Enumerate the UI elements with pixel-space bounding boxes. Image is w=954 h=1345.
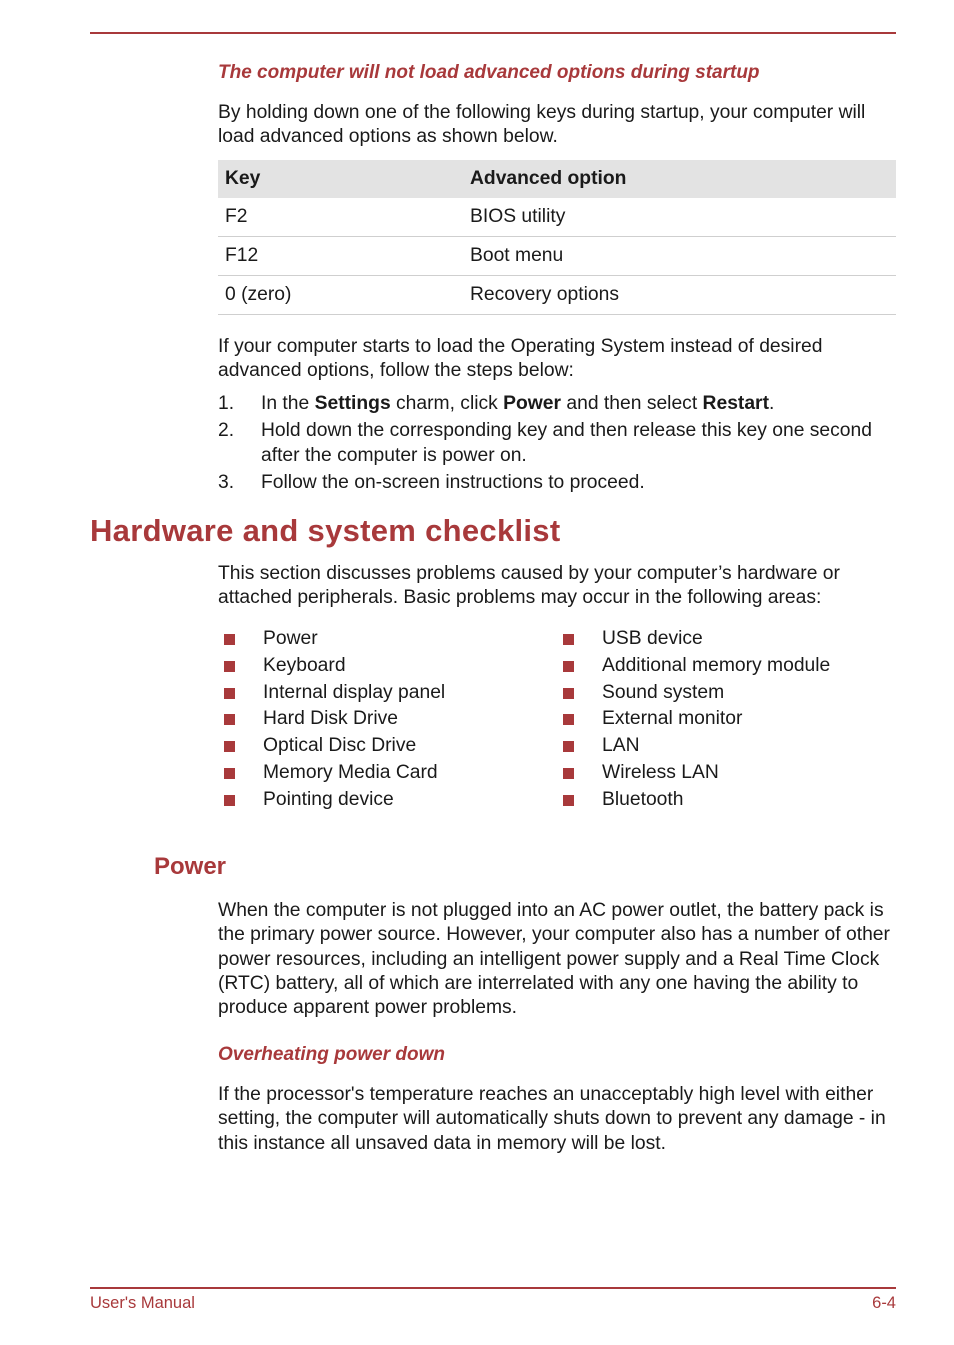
bullet-square-icon (224, 795, 235, 806)
startup-followup: If your computer starts to load the Operating System instead of desired advanced options, follow the steps below: (218, 336, 823, 382)
list-item-label: Power (263, 628, 318, 649)
bullet-square-icon (224, 688, 235, 699)
step-item (218, 419, 898, 468)
list-item-label: Optical Disc Drive (263, 735, 417, 757)
list-item-label: Memory Media Card (263, 761, 438, 783)
list-item (557, 760, 830, 787)
list-item (218, 653, 445, 680)
table-cell-key: F12 (218, 237, 463, 276)
startup-section-title: The computer will not load advanced options during startup (218, 62, 760, 83)
list-item-label: Wireless LAN (602, 761, 719, 783)
table-cell-key: F2 (218, 198, 463, 237)
page-number: 6-4 (872, 1294, 896, 1312)
step-item (218, 471, 898, 495)
list-item-label: Bluetooth (602, 788, 684, 810)
table-header-key: Key (218, 160, 463, 198)
step-text: In the (261, 393, 315, 414)
bullet-square-icon (224, 661, 235, 672)
header-rule (90, 32, 896, 34)
bullet-square-icon (563, 741, 574, 752)
table-header-option: Advanced option (463, 160, 896, 198)
list-item (557, 680, 830, 707)
table-cell-key: 0 (zero) (218, 276, 463, 315)
table-row (218, 276, 896, 315)
step-text: charm, click (390, 393, 504, 414)
overheating-title: Overheating power down (218, 1044, 445, 1065)
step-keyword: Restart (702, 393, 769, 414)
advanced-options-table (218, 160, 896, 315)
list-item (557, 706, 830, 733)
table-header-row (218, 160, 896, 198)
step-keyword: Power (503, 393, 562, 414)
table-row (218, 198, 896, 237)
step-text: and then select (561, 393, 703, 414)
bullet-square-icon (563, 795, 574, 806)
table-cell-option: BIOS utility (463, 198, 896, 237)
list-item (557, 653, 830, 680)
list-item (557, 787, 830, 814)
list-item-label: Sound system (602, 681, 725, 703)
checklist-left-list (218, 626, 445, 814)
startup-intro: By holding down one of the following keys during startup, your computer will load advanced options as shown below. (218, 102, 866, 148)
step-keyword: Settings (314, 393, 391, 414)
bullet-square-icon (563, 714, 574, 725)
steps-list (218, 392, 898, 495)
list-item (557, 626, 830, 653)
list-item-label: Pointing device (263, 788, 394, 810)
bullet-square-icon (563, 661, 574, 672)
step-text: Hold down the corresponding key and then release this key one second after the computer is power on. (261, 420, 872, 466)
bullet-square-icon (563, 688, 574, 699)
overheating-body: If the processor's temperature reaches an unacceptably high level with either setting, the computer will automatically shuts down to prevent any damage - in this instance all unsaved data in memory will be lost. (218, 1084, 886, 1154)
bullet-square-icon (224, 741, 235, 752)
table-cell-option: Boot menu (463, 237, 896, 276)
list-item (218, 626, 445, 653)
list-item (218, 733, 445, 760)
list-item-label: Keyboard (263, 654, 346, 676)
bullet-square-icon (224, 714, 235, 725)
step-text: Follow the on-screen instructions to proceed. (261, 471, 645, 493)
checklist-right-list (557, 626, 830, 814)
table-cell-option: Recovery options (463, 276, 896, 315)
list-item (557, 733, 830, 760)
step-number: 3. (218, 471, 235, 493)
list-item (218, 760, 445, 787)
list-item-label: Hard Disk Drive (263, 708, 398, 730)
list-item-label: USB device (602, 628, 703, 649)
list-item-label: Additional memory module (602, 654, 831, 676)
list-item (218, 787, 445, 814)
power-heading: Power (154, 853, 227, 880)
bullet-square-icon (563, 768, 574, 779)
bullet-square-icon (224, 768, 235, 779)
checklist-intro: This section discusses problems caused by your computer’s hardware or attached peripherals. Basic problems may occur in the following areas: (218, 563, 840, 609)
bullet-square-icon (224, 634, 235, 645)
step-text: . (769, 393, 775, 414)
list-item (218, 680, 445, 707)
list-item-label: External monitor (602, 708, 743, 730)
list-item-label: Internal display panel (263, 681, 446, 703)
bullet-square-icon (563, 634, 574, 645)
list-item-label: LAN (602, 735, 640, 757)
table-row (218, 237, 896, 276)
step-item (218, 392, 898, 416)
step-number: 2. (218, 420, 235, 442)
power-body: When the computer is not plugged into an AC power outlet, the battery pack is the primary power source. However, your computer also has a number of other power resources, including an intelligent power supply and a Real Time Clock (RTC) battery, all of which are interrelated with any one having the ability to produce apparent power problems. (218, 900, 890, 1019)
checklist-heading: Hardware and system checklist (90, 513, 561, 548)
step-number: 1. (218, 393, 235, 414)
list-item (218, 706, 445, 733)
footer-manual-label: User's Manual (90, 1294, 195, 1312)
footer-rule (90, 1287, 896, 1289)
